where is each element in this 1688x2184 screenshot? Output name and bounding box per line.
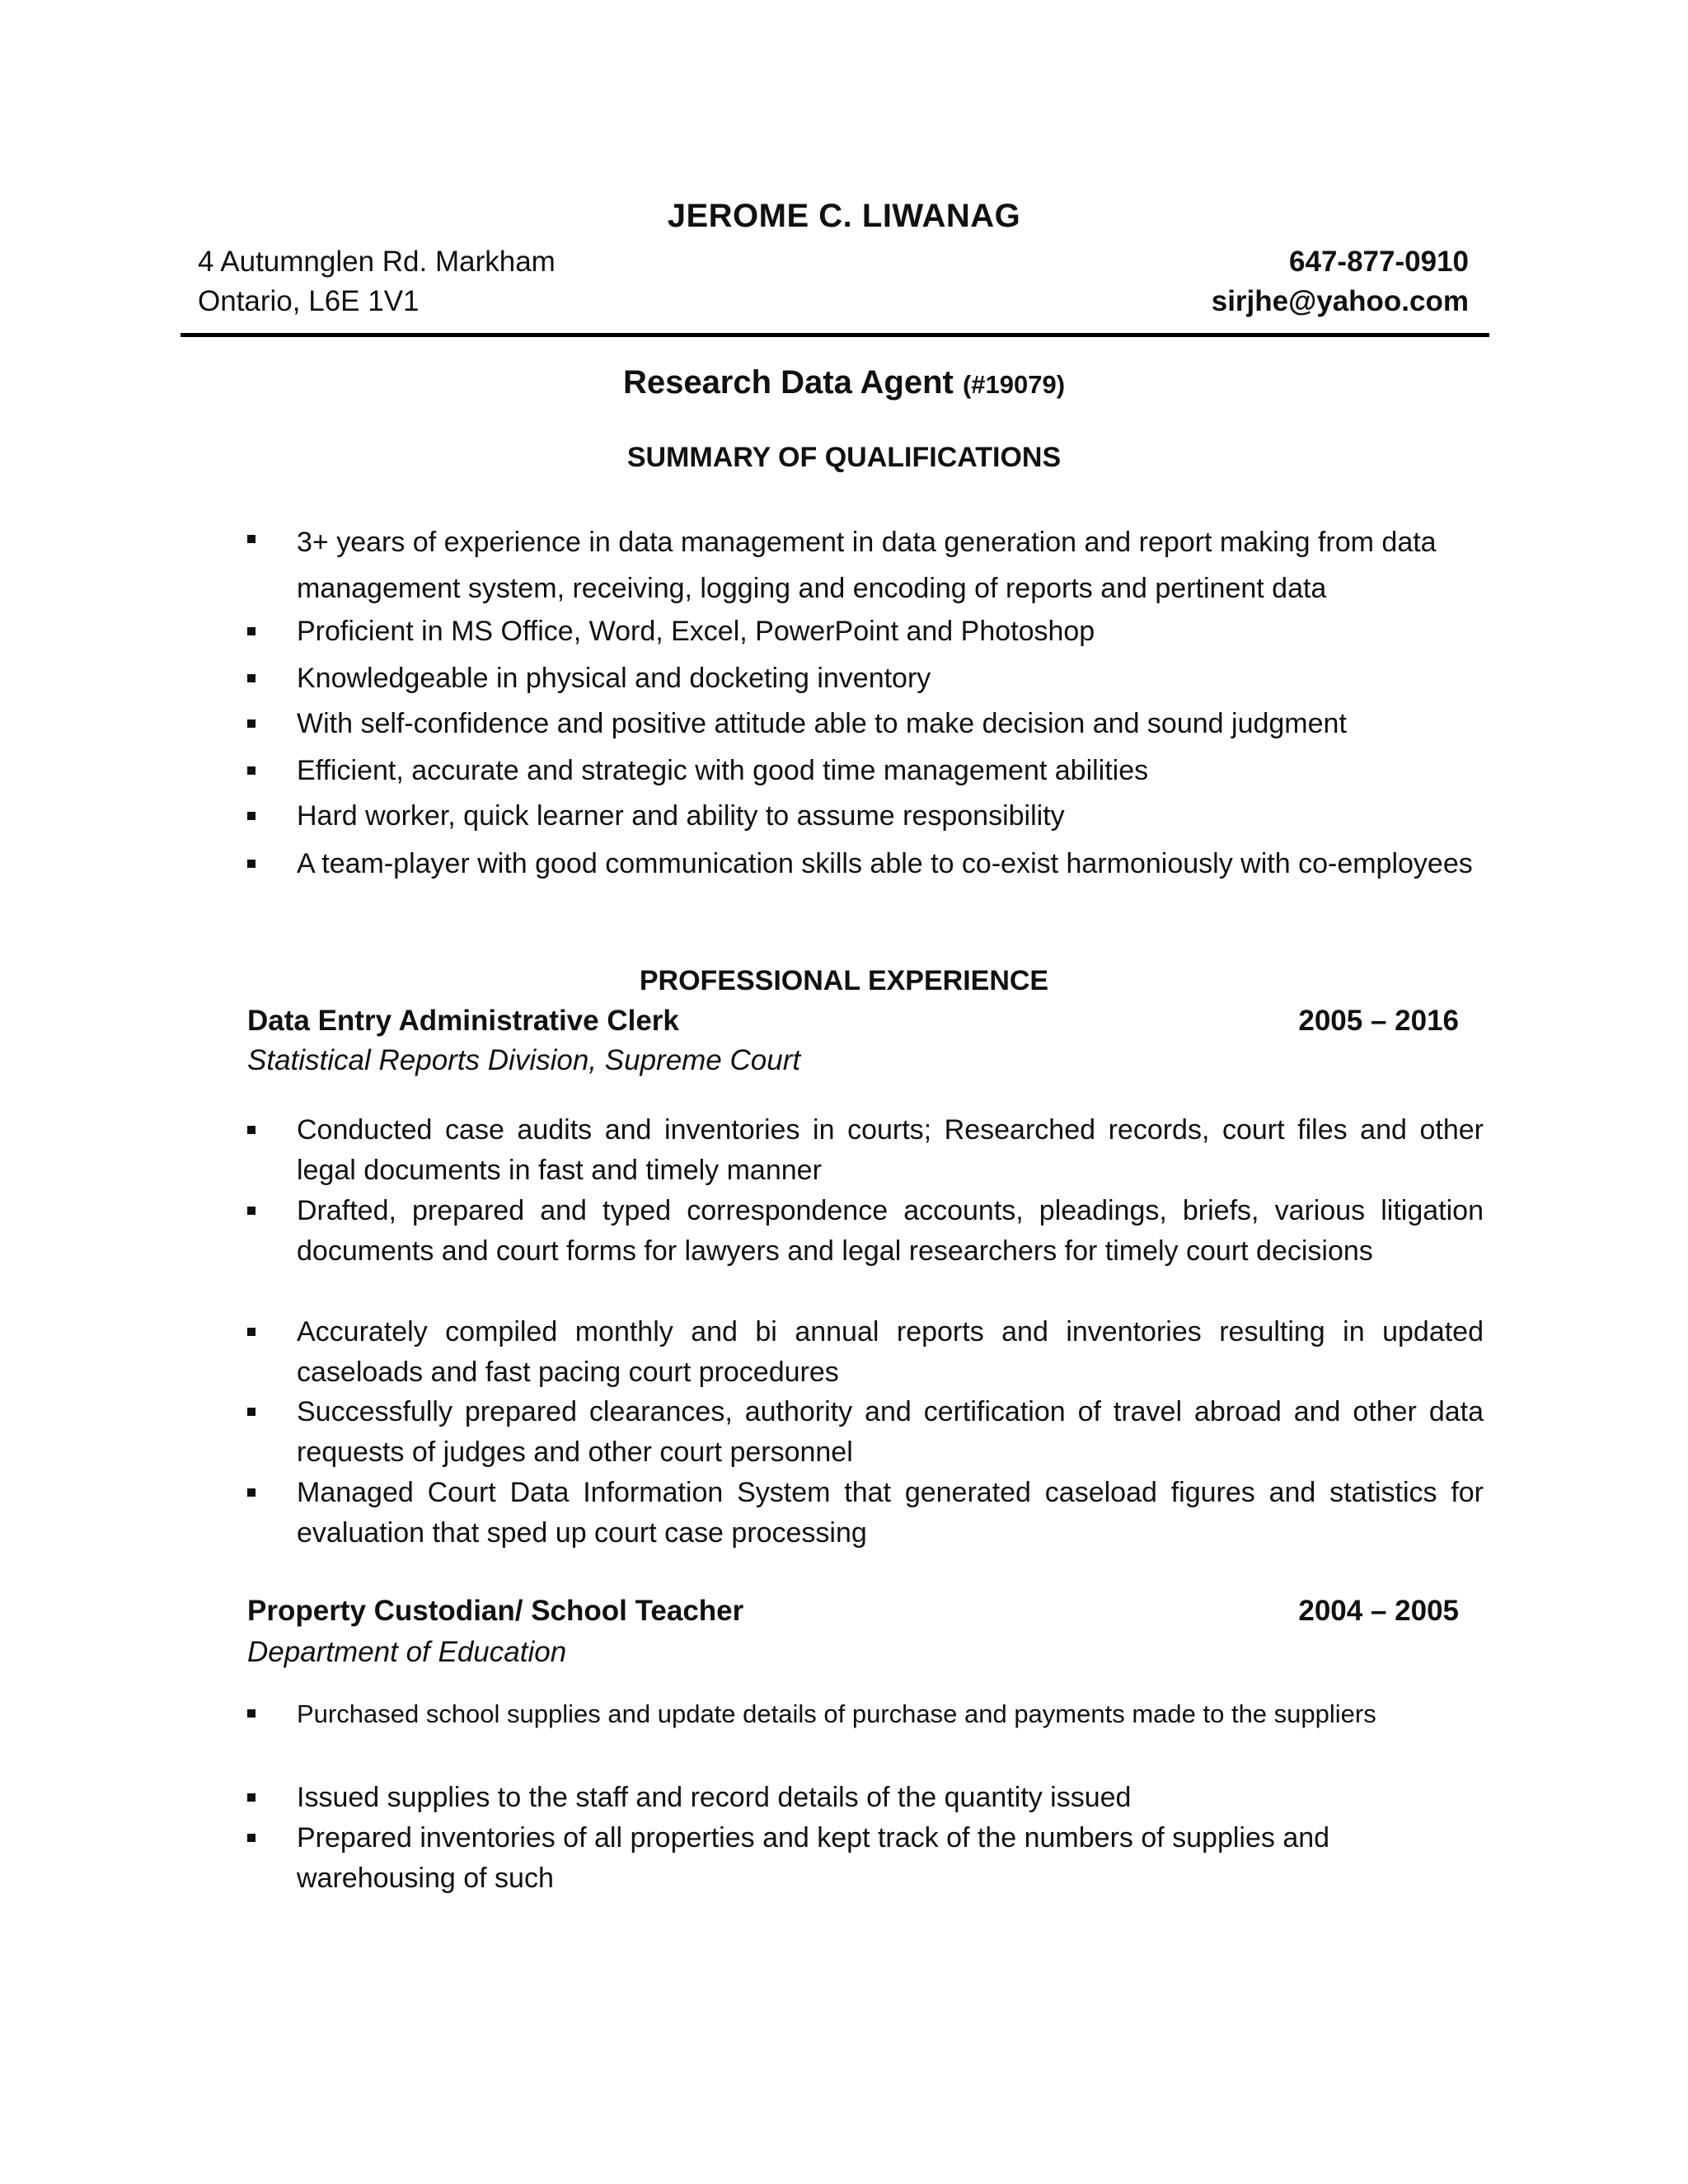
bullet-icon xyxy=(247,674,256,682)
bullet-icon xyxy=(247,1126,256,1134)
summary-item: 3+ years of experience in data management in data generation and report making from data management system, receiving, logging and encoding of reports and pertinent data xyxy=(247,519,1484,612)
duty-item: Conducted case audits and inventories in courts; Researched records, court files and other legal documents in fast and timely manner xyxy=(247,1110,1484,1191)
address-line-1: 4 Autumnglen Rd. Markham xyxy=(198,246,556,278)
bullet-icon xyxy=(247,719,256,728)
email-address: sirjhe@yahoo.com xyxy=(1211,285,1469,317)
phone-number: 647-877-0910 xyxy=(1289,246,1469,278)
job-organization: Department of Education xyxy=(247,1636,567,1668)
bullet-icon xyxy=(247,535,256,543)
address-line-2: Ontario, L6E 1V1 xyxy=(198,285,420,317)
bullet-icon xyxy=(247,1488,256,1497)
objective-position: Research Data Agent xyxy=(622,364,954,401)
bullet-icon xyxy=(247,1834,256,1842)
duty-item: Successfully prepared clearances, authority and certification of travel abroad and other data requests of judges and other court personnel xyxy=(247,1392,1484,1473)
job-position: Property Custodian/ School Teacher xyxy=(247,1595,744,1627)
job-organization: Statistical Reports Division, Supreme Court xyxy=(247,1044,801,1076)
bullet-icon xyxy=(247,766,256,775)
job-years: 2005 – 2016 xyxy=(1298,1005,1459,1037)
summary-item: A team-player with good communication skills able to co-exist harmoniously with co-employees xyxy=(247,844,1484,884)
candidate-name: JEROME C. LIWANAG xyxy=(667,198,1021,234)
summary-item: Knowledgeable in physical and docketing inventory xyxy=(247,658,1484,699)
bullet-icon xyxy=(247,1207,256,1215)
objective-code: (#19079) xyxy=(962,370,1066,399)
bullet-icon xyxy=(247,1328,256,1336)
bullet-icon xyxy=(247,1793,256,1802)
summary-heading: SUMMARY OF QUALIFICATIONS xyxy=(626,442,1062,473)
job-years: 2004 – 2005 xyxy=(1298,1595,1459,1627)
duty-item: Issued supplies to the staff and record details of the quantity issued xyxy=(247,1778,1484,1818)
objective-title xyxy=(0,364,1688,401)
bullet-icon xyxy=(247,860,256,868)
bullet-icon xyxy=(247,1709,256,1718)
summary-item: Hard worker, quick learner and ability to assume responsibility xyxy=(247,796,1484,837)
job-position: Data Entry Administrative Clerk xyxy=(247,1005,679,1037)
duty-item: Managed Court Data Information System that generated caseload figures and statistics for evaluation that sped up court case processing xyxy=(247,1473,1484,1554)
bullet-icon xyxy=(247,812,256,820)
summary-item: Efficient, accurate and strategic with good time management abilities xyxy=(247,751,1484,791)
summary-item: With self-confidence and positive attitude able to make decision and sound judgment xyxy=(247,704,1484,744)
summary-item: Proficient in MS Office, Word, Excel, PowerPoint and Photoshop xyxy=(247,612,1484,652)
bullet-icon xyxy=(247,627,256,635)
duty-item: Accurately compiled monthly and bi annual reports and inventories resulting in updated caseloads and fast pacing court procedures xyxy=(247,1312,1484,1393)
duty-item: Purchased school supplies and update details of purchase and payments made to the suppliers xyxy=(247,1694,1484,1734)
duty-item: Drafted, prepared and typed correspondence accounts, pleadings, briefs, various litigation documents and court forms for lawyers and legal researchers for timely court decisions xyxy=(247,1191,1484,1272)
experience-heading: PROFESSIONAL EXPERIENCE xyxy=(639,965,1049,996)
duty-item: Prepared inventories of all properties and kept track of the numbers of supplies and warehousing of such xyxy=(247,1818,1484,1899)
header-divider xyxy=(181,333,1489,337)
bullet-icon xyxy=(247,1408,256,1416)
